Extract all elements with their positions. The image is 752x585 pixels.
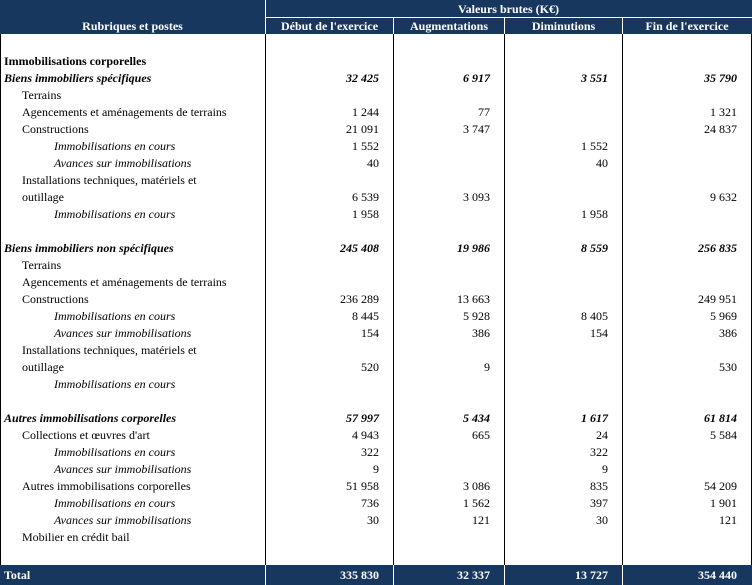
row-label: Installations techniques, matériels et: [22, 343, 197, 357]
row-label: Installations techniques, matériels et: [22, 173, 197, 187]
row-label: Avances sur immobilisations: [54, 156, 192, 170]
cell-debut: 51 958: [346, 479, 379, 493]
row-label: Avances sur immobilisations: [54, 326, 192, 340]
cell-diminutions: 322: [590, 445, 608, 459]
table-row: [0, 444, 752, 461]
cell-fin: 1 901: [710, 496, 737, 510]
header-col-debut: Début de l'exercice: [280, 19, 379, 33]
cell-fin: 249 951: [698, 292, 737, 306]
cell-debut: 21 091: [346, 122, 379, 136]
table-row: [0, 172, 752, 189]
cell-augmentations: 386: [472, 326, 490, 340]
cell-debut: 4 943: [352, 428, 379, 442]
cell-augmentations: 3 747: [463, 122, 490, 136]
cell-augmentations: 19 986: [457, 241, 490, 255]
cell-fin: 24 837: [704, 122, 737, 136]
total-augmentations: 32 337: [457, 568, 490, 582]
row-label: outillage: [22, 360, 64, 374]
cell-diminutions: 1 617: [581, 411, 608, 425]
table-row: [0, 478, 752, 495]
row-label: Autres immobilisations corporelles: [22, 479, 191, 493]
cell-diminutions: 40: [596, 156, 608, 170]
cell-fin: 9 632: [710, 190, 737, 204]
total-divider: [622, 565, 623, 585]
row-label: outillage: [22, 190, 64, 204]
table-row: [0, 240, 752, 257]
table-row: [0, 155, 752, 172]
total-fin: 354 440: [698, 568, 737, 582]
table-row: [0, 393, 752, 410]
cell-augmentations: 1 562: [463, 496, 490, 510]
total-diminutions: 13 727: [575, 568, 608, 582]
cell-fin: 54 209: [704, 479, 737, 493]
header-group-title: Valeurs brutes (K€): [458, 2, 559, 16]
row-label: Biens immobiliers non spécifiques: [4, 241, 174, 255]
cell-augmentations: 121: [472, 513, 490, 527]
table-row: [0, 206, 752, 223]
table-row: [0, 495, 752, 512]
cell-debut: 9: [373, 462, 379, 476]
cell-diminutions: 9: [602, 462, 608, 476]
cell-fin: 256 835: [698, 241, 737, 255]
cell-augmentations: 6 917: [463, 71, 490, 85]
table-row: [0, 138, 752, 155]
cell-augmentations: 5 928: [463, 309, 490, 323]
table-header: [0, 0, 752, 34]
table-row: [0, 53, 752, 70]
table-row: [0, 512, 752, 529]
header-col-rubriques: Rubriques et postes: [82, 19, 183, 33]
cell-augmentations: 3 093: [463, 190, 490, 204]
cell-augmentations: 13 663: [457, 292, 490, 306]
cell-debut: 1 552: [352, 139, 379, 153]
table-row: [0, 291, 752, 308]
total-row: [0, 565, 752, 585]
table-row: [0, 359, 752, 376]
row-label: Immobilisations en cours: [54, 309, 176, 323]
cell-debut: 245 408: [340, 241, 379, 255]
cell-diminutions: 8 405: [581, 309, 608, 323]
row-label: Immobilisations en cours: [54, 377, 176, 391]
cell-debut: 6 539: [352, 190, 379, 204]
cell-diminutions: 835: [590, 479, 608, 493]
cell-fin: 35 790: [704, 71, 737, 85]
table-row: [0, 121, 752, 138]
cell-diminutions: 1 958: [581, 207, 608, 221]
table-row: [0, 189, 752, 206]
cell-augmentations: 9: [484, 360, 490, 374]
cell-augmentations: 77: [478, 105, 490, 119]
cell-fin: 530: [719, 360, 737, 374]
cell-debut: 736: [361, 496, 379, 510]
total-divider: [504, 565, 505, 585]
header-divider: [393, 17, 394, 34]
cell-diminutions: 154: [590, 326, 608, 340]
row-label: Constructions: [22, 292, 89, 306]
header-col-augmentations: Augmentations: [409, 19, 488, 33]
cell-diminutions: 3 551: [581, 71, 608, 85]
table-row: [0, 376, 752, 393]
table-row: [0, 325, 752, 342]
total-divider: [393, 565, 394, 585]
total-divider: [265, 565, 266, 585]
table-row: [0, 70, 752, 87]
cell-debut: 40: [367, 156, 379, 170]
total-label: Total: [4, 568, 31, 582]
cell-augmentations: 5 434: [463, 411, 490, 425]
table-row: [0, 308, 752, 325]
row-label: Immobilisations en cours: [54, 207, 176, 221]
table-row: [0, 87, 752, 104]
cell-augmentations: 3 086: [463, 479, 490, 493]
total-debut: 335 830: [340, 568, 379, 582]
cell-debut: 8 445: [352, 309, 379, 323]
cell-fin: 121: [719, 513, 737, 527]
table-row: [0, 342, 752, 359]
row-label: Agencements et aménagements de terrains: [22, 275, 227, 289]
cell-debut: 57 997: [346, 411, 379, 425]
table-row: [0, 104, 752, 121]
table-row: [0, 427, 752, 444]
row-label: Mobilier en crédit bail: [22, 530, 130, 544]
header-divider: [265, 0, 266, 34]
cell-debut: 30: [367, 513, 379, 527]
cell-fin: 1 321: [710, 105, 737, 119]
cell-diminutions: 24: [596, 428, 608, 442]
row-label: Autres immobilisations corporelles: [4, 411, 177, 425]
table-row: [0, 223, 752, 240]
cell-debut: 154: [361, 326, 379, 340]
row-label: Terrains: [22, 88, 62, 102]
row-label: Terrains: [22, 258, 62, 272]
cell-fin: 5 584: [710, 428, 737, 442]
table-row: [0, 529, 752, 546]
row-label: Agencements et aménagements de terrains: [22, 105, 227, 119]
header-col-fin: Fin de l'exercice: [645, 19, 729, 33]
table-row: [0, 410, 752, 427]
header-divider: [504, 17, 505, 34]
cell-debut: 32 425: [346, 71, 379, 85]
row-label: Immobilisations en cours: [54, 496, 176, 510]
table-row: [0, 257, 752, 274]
table-row: [0, 274, 752, 291]
header-col-diminutions: Diminutions: [531, 19, 596, 33]
cell-debut: 1 244: [352, 105, 379, 119]
row-label: Immobilisations en cours: [54, 139, 176, 153]
row-label: Collections et œuvres d'art: [22, 428, 150, 442]
cell-diminutions: 1 552: [581, 139, 608, 153]
cell-diminutions: 30: [596, 513, 608, 527]
cell-debut: 322: [361, 445, 379, 459]
row-label: Constructions: [22, 122, 89, 136]
cell-diminutions: 8 559: [581, 241, 608, 255]
header-divider: [622, 17, 623, 34]
row-label: Avances sur immobilisations: [54, 513, 192, 527]
cell-diminutions: 397: [590, 496, 608, 510]
row-label: Biens immobiliers spécifiques: [4, 71, 152, 85]
row-label: Immobilisations corporelles: [4, 54, 147, 68]
cell-debut: 1 958: [352, 207, 379, 221]
row-label: Avances sur immobilisations: [54, 462, 192, 476]
cell-fin: 5 969: [710, 309, 737, 323]
row-label: Immobilisations en cours: [54, 445, 176, 459]
table-row: [0, 461, 752, 478]
cell-debut: 520: [361, 360, 379, 374]
cell-augmentations: 665: [472, 428, 490, 442]
cell-fin: 61 814: [704, 411, 737, 425]
cell-debut: 236 289: [340, 292, 379, 306]
cell-fin: 386: [719, 326, 737, 340]
